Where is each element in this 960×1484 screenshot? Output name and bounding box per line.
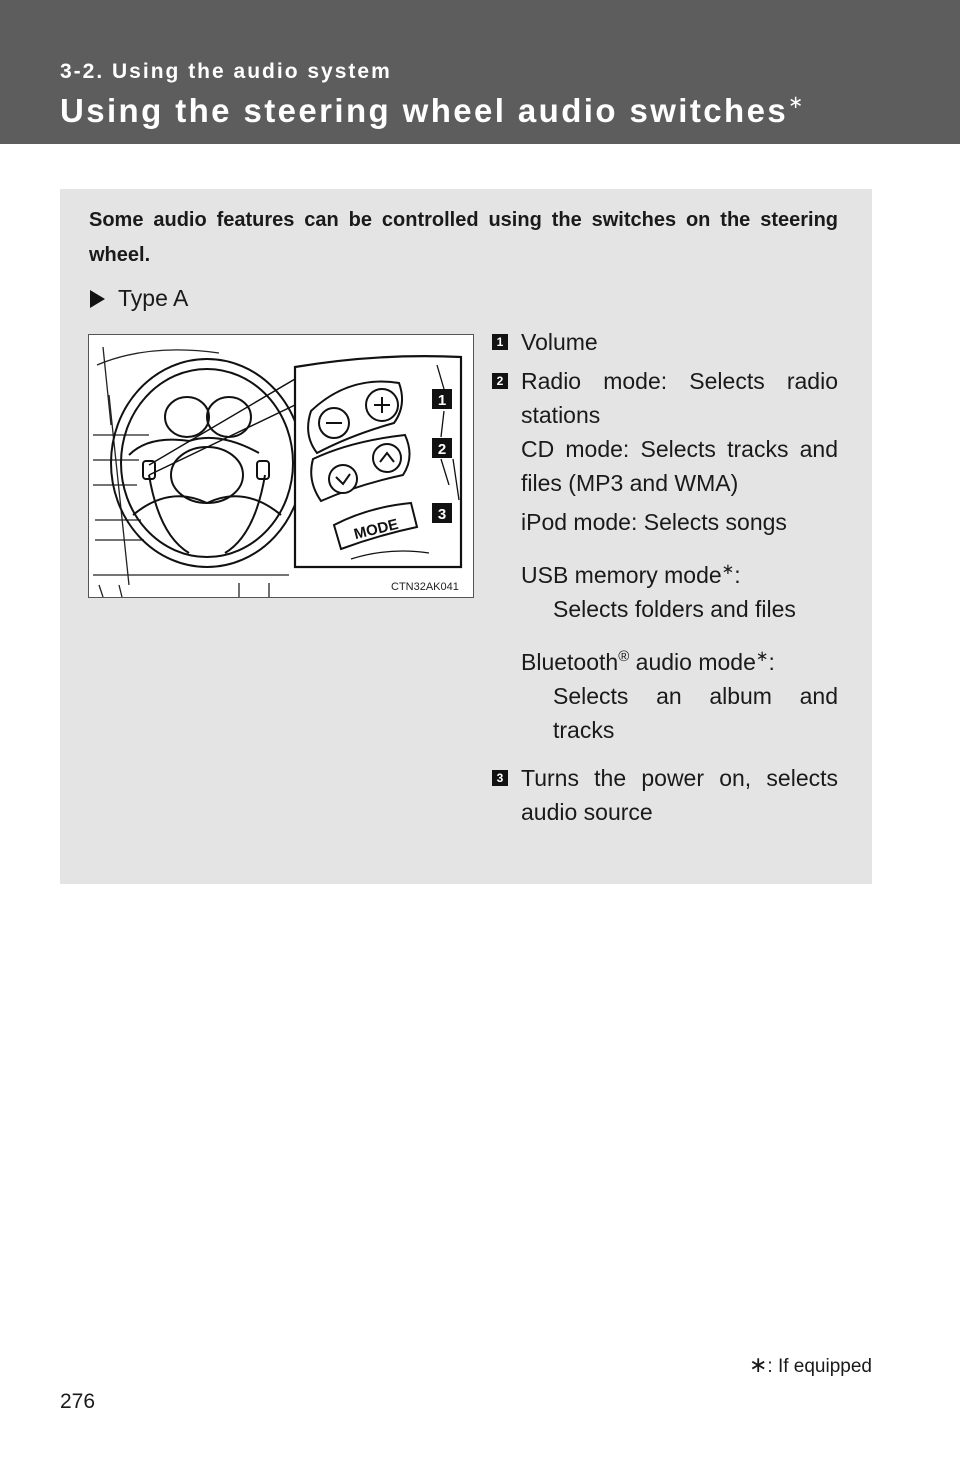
list-item bbox=[492, 761, 838, 829]
number-badge: 3 bbox=[492, 770, 508, 786]
bt-label: Bluetooth bbox=[521, 649, 619, 675]
number-badge: 1 bbox=[492, 334, 508, 350]
number-badge: 2 bbox=[492, 373, 508, 389]
title-asterisk: ∗ bbox=[788, 92, 804, 112]
bluetooth-mode-desc: Selects an album and tracks bbox=[553, 683, 838, 743]
page-header bbox=[0, 0, 960, 144]
usb-asterisk: ∗ bbox=[721, 561, 735, 578]
usb-mode-desc: Selects folders and files bbox=[553, 596, 796, 622]
item-text: Radio mode: Selects radio stations bbox=[521, 368, 838, 428]
callout-1: 1 bbox=[437, 392, 447, 409]
intro-text: Some audio features can be controlled using the switches on the steering wheel. bbox=[89, 209, 838, 266]
steering-wheel-figure bbox=[88, 334, 474, 598]
registered-mark: ® bbox=[618, 648, 630, 665]
bt-label-2: audio mode bbox=[629, 649, 756, 675]
bt-colon: : bbox=[768, 649, 775, 675]
steering-wheel-illustration bbox=[89, 335, 473, 597]
footnote bbox=[749, 1352, 872, 1378]
callout-2: 2 bbox=[437, 441, 447, 458]
content-box bbox=[60, 189, 872, 884]
type-heading bbox=[90, 285, 188, 312]
footnote-asterisk: ∗ bbox=[748, 1352, 768, 1377]
callout-3: 3 bbox=[437, 506, 447, 523]
item-text: Turns the power on, selects audio source bbox=[521, 765, 838, 825]
page-number: 276 bbox=[60, 1390, 96, 1413]
figure-code: CTN32AK041 bbox=[391, 581, 459, 593]
list-item bbox=[492, 325, 838, 359]
cd-mode-text: CD mode: Selects tracks and files (MP3 and WMA) bbox=[521, 436, 838, 496]
item-text: Volume bbox=[521, 329, 598, 355]
footnote-text: : If equipped bbox=[767, 1356, 872, 1377]
type-label: Type A bbox=[118, 285, 189, 311]
list-item bbox=[492, 364, 838, 500]
switch-list bbox=[492, 325, 838, 829]
mode-button-label: MODE bbox=[352, 515, 401, 544]
bluetooth-mode-label bbox=[492, 640, 838, 679]
page-title bbox=[60, 92, 803, 130]
bt-asterisk: ∗ bbox=[755, 648, 769, 665]
triangle-bullet-icon bbox=[90, 290, 105, 308]
usb-label: USB memory mode bbox=[521, 562, 722, 588]
usb-mode-label bbox=[492, 553, 838, 592]
title-text: Using the steering wheel audio switches bbox=[60, 92, 789, 129]
usb-colon: : bbox=[734, 562, 741, 588]
section-label: 3-2. Using the audio system bbox=[60, 60, 392, 83]
ipod-mode-text: iPod mode: Selects songs bbox=[521, 509, 787, 535]
